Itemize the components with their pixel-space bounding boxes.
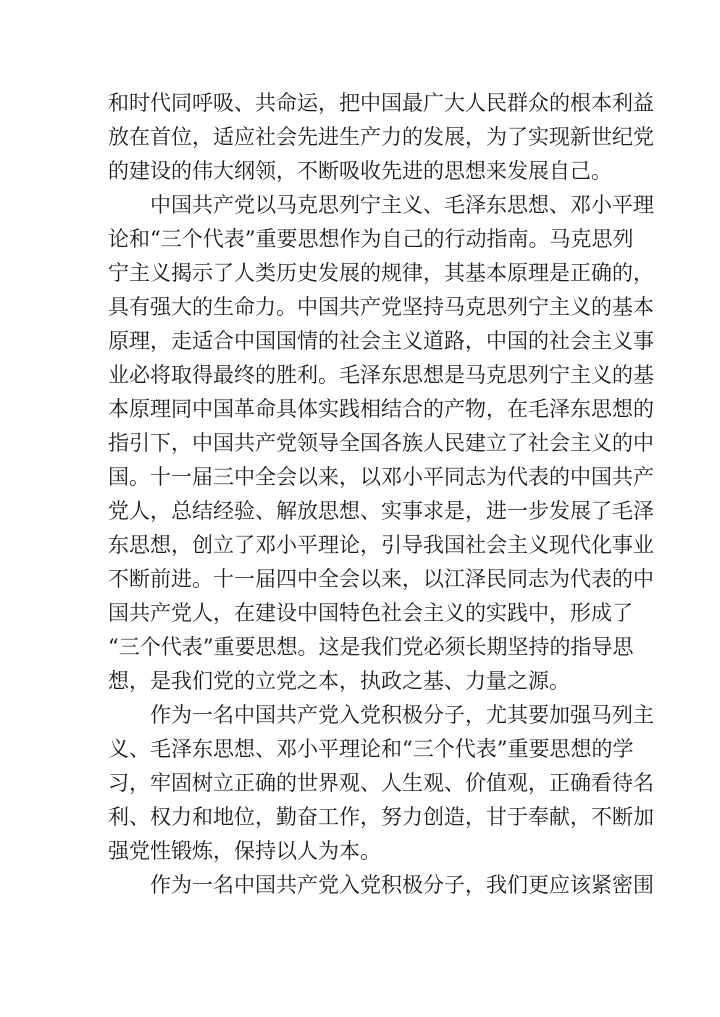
text-line: 本原理同中国革命具体实践相结合的产物，在毛泽东思想的 (108, 397, 654, 421)
document-body (108, 86, 654, 902)
text-line: 习，牢固树立正确的世界观、人生观、价值观，正确看待名 (108, 771, 654, 795)
text-line: “三个代表”重要思想。这是我们党必须长期坚持的指导思 (108, 635, 634, 659)
text-line: 国共产党人，在建设中国特色社会主义的实践中，形成了 (108, 601, 633, 625)
paragraph-first-line: 中国共产党以马克思列宁主义、毛泽东思想、邓小平理 (150, 193, 654, 217)
paragraph-first-line: 作为一名中国共产党入党积极分子，尤其要加强马列主 (150, 703, 654, 727)
text-line: 和时代同呼吸、共命运，把中国最广大人民群众的根本利益 (108, 91, 654, 115)
paragraph-first-line: 作为一名中国共产党入党积极分子，我们更应该紧密围 (150, 873, 654, 897)
text-line: 强党性锻炼，保持以人为本。 (108, 839, 381, 863)
text-line: 不断前进。十一届四中全会以来，以江泽民同志为代表的中 (108, 567, 654, 591)
text-line: 指引下，中国共产党领导全国各族人民建立了社会主义的中 (108, 431, 654, 455)
text-line: 放在首位，适应社会先进生产力的发展，为了实现新世纪党 (108, 125, 654, 149)
text-line: 义、毛泽东思想、邓小平理论和“三个代表”重要思想的学 (108, 737, 634, 761)
text-line: 原理，走适合中国国情的社会主义道路，中国的社会主义事 (108, 329, 654, 353)
text-line: 国。十一届三中全会以来，以邓小平同志为代表的中国共产 (108, 465, 654, 489)
text-line: 利、权力和地位，勤奋工作，努力创造，甘于奉献，不断加 (108, 805, 654, 829)
text-line: 党人，总结经验、解放思想、实事求是，进一步发展了毛泽 (108, 499, 654, 523)
text-line: 业必将取得最终的胜利。毛泽东思想是马克思列宁主义的基 (108, 363, 654, 387)
text-line: 宁主义揭示了人类历史发展的规律，其基本原理是正确的， (108, 261, 654, 285)
text-line: 论和“三个代表”重要思想作为自己的行动指南。马克思列 (108, 227, 634, 251)
text-line: 东思想，创立了邓小平理论，引导我国社会主义现代化事业 (108, 533, 654, 557)
text-line: 具有强大的生命力。中国共产党坚持马克思列宁主义的基本 (108, 295, 654, 319)
text-line: 想，是我们党的立党之本，执政之基、力量之源。 (108, 669, 570, 693)
text-line: 的建设的伟大纲领，不断吸收先进的思想来发展自己。 (108, 159, 612, 183)
